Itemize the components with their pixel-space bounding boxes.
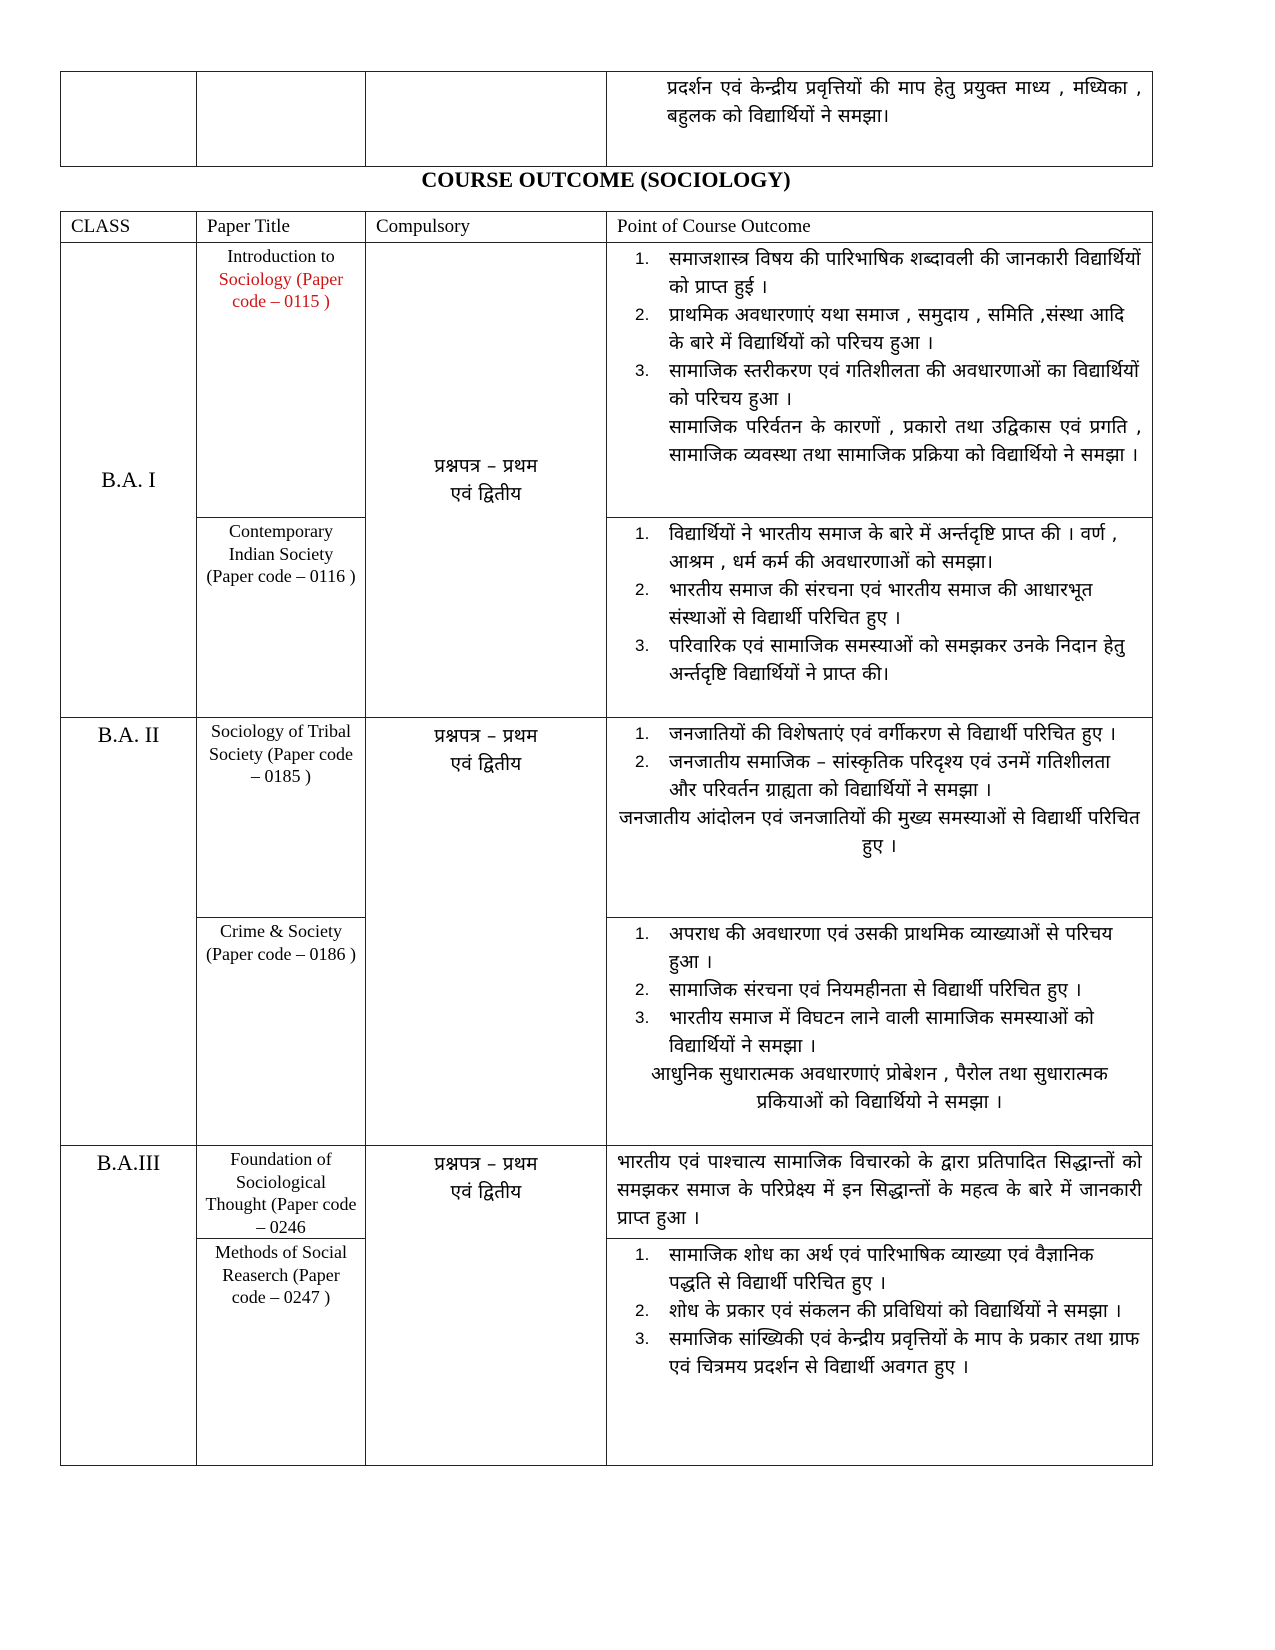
table-row <box>61 243 1153 518</box>
compulsory-line-1: प्रश्नपत्र – प्रथम <box>434 725 538 747</box>
table-row <box>61 518 1153 718</box>
paper-title: Foundation of Sociological Thought (Paper code – 0246 <box>197 1146 366 1239</box>
list-number: 2. <box>635 752 650 771</box>
list-item <box>617 748 1142 804</box>
outcome-text: भारतीय समाज में विघटन लाने वाली सामाजिक समस्याओं को विद्यार्थियों ने समझा । <box>669 1007 1095 1057</box>
outcome-extra: सामाजिक परिर्वतन के कारणों , प्रकारो तथा उद्विकास एवं प्रगति , सामाजिक व्यवस्था तथा सामाजिक प्रक्रिया को विद्यार्थियो ने समझा । <box>669 416 1142 466</box>
list-number: 2. <box>635 305 650 324</box>
compulsory-line-1: प्रश्नपत्र – प्रथम <box>434 455 538 477</box>
outcome-paragraph: भारतीय एवं पाश्चात्य सामाजिक विचारको के द्वारा प्रतिपादित सिद्धान्तों को समझकर समाज के परिप्रेक्ष्य में इन सिद्धान्तों के महत्व के बारे में जानकारी प्राप्त हुआ । <box>607 1146 1153 1239</box>
list-number: 1. <box>635 924 650 943</box>
list-number: 1. <box>635 1245 650 1264</box>
outcome-text: सामाजिक संरचना एवं नियमहीनता से विद्यार्थी परिचित हुए । <box>669 979 1082 1001</box>
compulsory-cell <box>366 243 607 718</box>
paper-title-prefix: Introduction to <box>227 246 335 266</box>
list-item <box>617 976 1142 1004</box>
table-row <box>61 1239 1153 1466</box>
table-row <box>61 718 1153 918</box>
class-label: B.A.III <box>61 1146 197 1466</box>
list-item <box>617 1241 1142 1297</box>
outcome-cell <box>607 1239 1153 1466</box>
continuation-class-cell <box>61 72 197 167</box>
list-item <box>617 245 1142 301</box>
list-number: 2. <box>635 580 650 599</box>
outcome-text: समाजिक सांख्यिकी एवं केन्द्रीय प्रवृत्तियों के माप के प्रकार तथा ग्राफ एवं चित्रमय प्रदर्शन से विद्यार्थी अवगत हुए । <box>669 1328 1140 1378</box>
list-item <box>617 520 1142 576</box>
list-number: 1. <box>635 249 650 268</box>
document-title: COURSE OUTCOME (SOCIOLOGY) <box>421 167 791 192</box>
compulsory-cell <box>366 718 607 1146</box>
continuation-table <box>60 71 1153 167</box>
outcome-list <box>617 520 1142 688</box>
list-number: 1. <box>635 524 650 543</box>
header-paper-title: Paper Title <box>197 212 366 243</box>
outcome-extra: आधुनिक सुधारात्मक अवधारणाएं प्रोबेशन , पैरोल तथा सुधारात्मक प्रकियाओं को विद्यार्थियो ने समझा । <box>650 1063 1109 1113</box>
outcome-text: समाजशास्त्र विषय की पारिभाषिक शब्दावली की जानकारी विद्यार्थियों को प्राप्त हुई । <box>669 248 1141 298</box>
header-compulsory: Compulsory <box>366 212 607 243</box>
outcome-text: सामाजिक शोध का अर्थ एवं पारिभाषिक व्याख्या एवं वैज्ञानिक पद्धति से विद्यार्थी परिचित हुए । <box>669 1244 1094 1294</box>
list-item <box>617 1297 1142 1325</box>
outcome-list <box>617 720 1142 804</box>
paper-title: Methods of Social Reaserch (Paper code – 0247 ) <box>197 1239 366 1466</box>
outcome-list <box>617 245 1142 413</box>
outcome-text: शोध के प्रकार एवं संकलन की प्रविधियां को विद्यार्थियों ने समझा । <box>669 1300 1122 1322</box>
list-number: 2. <box>635 980 650 999</box>
class-label: B.A. II <box>61 718 197 1146</box>
compulsory-line-2: एवं द्वितीय <box>450 483 522 505</box>
paper-title-highlight: Sociology (Paper code – 0115 ) <box>218 268 344 311</box>
paper-title <box>197 243 366 518</box>
compulsory-line-2: एवं द्वितीय <box>450 753 522 775</box>
continuation-paper-cell <box>197 72 366 167</box>
paper-title: Sociology of Tribal Society (Paper code – 0185 ) <box>197 718 366 918</box>
outcome-text: भारतीय समाज की संरचना एवं भारतीय समाज की आधारभूत संस्थाओं से विद्यार्थी परिचित हुए । <box>669 579 1093 629</box>
continuation-compulsory-cell <box>366 72 607 167</box>
list-item <box>617 357 1142 413</box>
outcome-text: जनजातीय समाजिक – सांस्कृतिक परिदृश्य एवं उनमें गतिशीलता और परिवर्तन ग्राह्यता को विद्यार्थियों ने समझा । <box>669 751 1111 801</box>
paper-title: Contemporary Indian Society (Paper code – 0116 ) <box>197 518 366 718</box>
outcome-text: प्राथमिक अवधारणाएं यथा समाज , समुदाय , समिति ,संस्था आदि के बारे में विद्यार्थियों को परिचय हुआ । <box>669 304 1125 354</box>
compulsory-line-1: प्रश्नपत्र – प्रथम <box>434 1153 538 1175</box>
list-number: 3. <box>635 361 650 380</box>
list-item <box>617 720 1142 748</box>
outcome-cell <box>607 243 1153 518</box>
list-number: 3. <box>635 636 650 655</box>
outcome-cell <box>607 518 1153 718</box>
paper-title: Crime & Society (Paper code – 0186 ) <box>197 918 366 1146</box>
compulsory-cell <box>366 1146 607 1466</box>
list-item <box>617 576 1142 632</box>
outcome-text: जनजातियों की विशेषताएं एवं वर्गीकरण से विद्यार्थी परिचित हुए । <box>669 723 1117 745</box>
compulsory-line-2: एवं द्वितीय <box>450 1181 522 1203</box>
list-number: 2. <box>635 1301 650 1320</box>
list-number: 3. <box>635 1329 650 1348</box>
outcome-text: विद्यार्थियों ने भारतीय समाज के बारे में अर्न्तदृष्टि प्राप्त की । वर्ण , आश्रम , धर्म कर्म की अवधारणाओं को समझा। <box>669 523 1118 573</box>
list-number: 3. <box>635 1008 650 1027</box>
outcome-cell <box>607 918 1153 1146</box>
outcome-text: परिवारिक एवं सामाजिक समस्याओं को समझकर उनके निदान हेतु अर्न्तदृष्टि विद्यार्थियों ने प्राप्त की। <box>669 635 1125 685</box>
class-label: B.A. I <box>61 243 197 718</box>
course-outcome-table <box>60 211 1153 1466</box>
continuation-outcome-text: प्रदर्शन एवं केन्द्रीय प्रवृत्तियों की माप हेतु प्रयुक्त माध्य , मध्यिका , बहुलक को विद्यार्थियों ने समझा। <box>607 72 1153 167</box>
table-row <box>61 918 1153 1146</box>
outcome-list <box>617 920 1142 1060</box>
header-course-outcome: Point of Course Outcome <box>607 212 1153 243</box>
list-item <box>617 301 1142 357</box>
list-item <box>617 632 1142 688</box>
outcome-extra: जनजातीय आंदोलन एवं जनजातियों की मुख्य समस्याओं से विद्यार्थी परिचित हुए । <box>618 807 1141 857</box>
table-row <box>61 1146 1153 1239</box>
outcome-text: अपराध की अवधारणा एवं उसकी प्राथमिक व्याख्याओं से परिचय हुआ । <box>669 923 1113 973</box>
outcome-cell <box>607 718 1153 918</box>
outcome-text: सामाजिक स्तरीकरण एवं गतिशीलता की अवधारणाओं का विद्यार्थियों को परिचय हुआ । <box>669 360 1140 410</box>
table-header-row <box>61 212 1153 243</box>
list-item <box>617 1325 1142 1381</box>
list-item <box>617 1004 1142 1060</box>
outcome-list <box>617 1241 1142 1381</box>
continuation-row <box>61 72 1153 167</box>
header-class: CLASS <box>61 212 197 243</box>
list-number: 1. <box>635 724 650 743</box>
list-item <box>617 920 1142 976</box>
